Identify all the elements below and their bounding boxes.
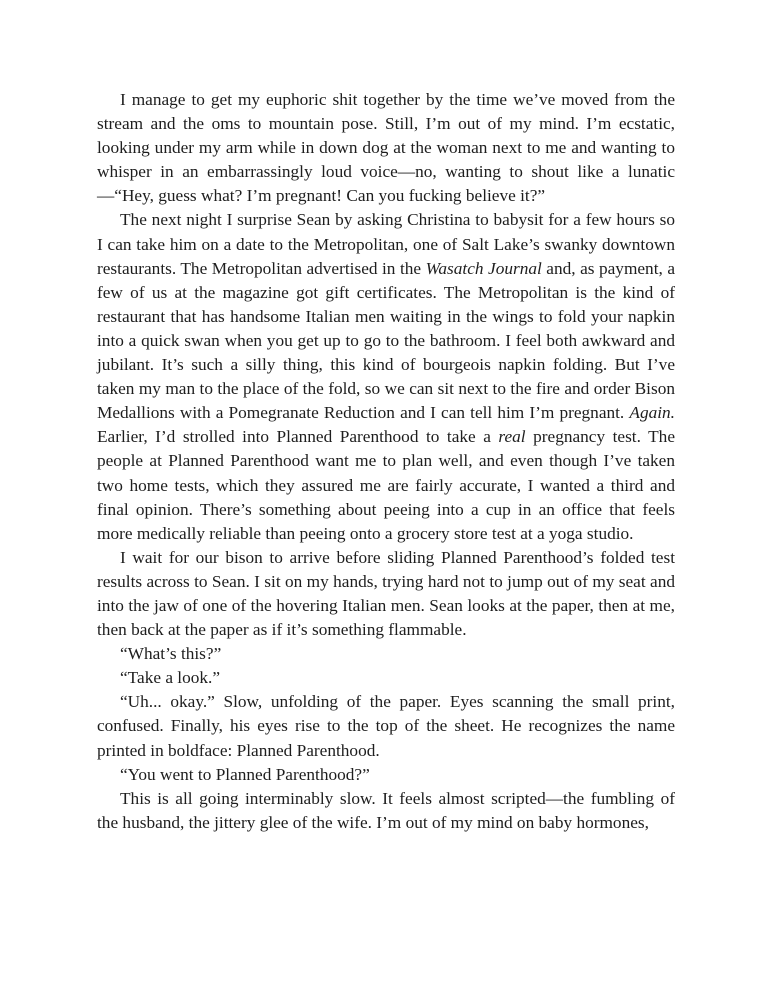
- paragraph: [97, 690, 675, 762]
- body-text: “You went to Planned Parenthood?”: [120, 764, 370, 784]
- body-text: I wait for our bison to arrive before sliding Planned Parenthood’s folded test results across to Sean. I sit on my hands, trying hard not to jump out of my seat and into the jaw of one of the hovering Italian men. Sean looks at the paper, then at me, then back at the paper as if it’s something flammable.: [97, 547, 675, 640]
- paragraph: [97, 666, 675, 690]
- body-text: Earlier, I’d strolled into Planned Parenthood to take a: [97, 427, 499, 447]
- paragraph: [97, 208, 675, 545]
- body-text: pregnancy test. The people at Planned Parenthood want me to plan well, and even though I’ve taken two home tests, which they assured me are fairly accurate, I wanted a third and final opinion. There’s something about peeing into a cup in an office that feels more medically reliable than peeing onto a grocery store test at a yoga studio.: [97, 427, 675, 543]
- page-body: [97, 88, 675, 835]
- body-text: “What’s this?”: [120, 644, 222, 664]
- italic-text: Wasatch Journal: [425, 258, 542, 278]
- paragraph: [97, 787, 675, 835]
- body-text: This is all going interminably slow. It feels almost scripted—the fumbling of the husband, the jittery glee of the wife. I’m out of my mind on baby hormones,: [97, 788, 675, 832]
- body-text: The next night I surprise Sean by asking Christina to babysit for a few hours so I can take him on a date to the Metropolitan, one of Salt Lake’s swanky downtown restaurants. The Metropolitan advertised in the: [97, 210, 675, 278]
- body-text: and, as payment, a few of us at the magazine got gift certificates. The Metropolitan is the kind of restaurant that has handsome Italian men waiting in the wings to fold your napkin into a quick swan when you get up to go to the bathroom. I feel both awkward and jubilant. It’s such a silly thing, this kind of bourgeois napkin folding. But I’ve taken my man to the place of the fold, so we can sit next to the fire and order Bison Medallions with a Pomegranate Reduction and I can tell him I’m pregnant.: [97, 258, 675, 423]
- body-text: I manage to get my euphoric shit together by the time we’ve moved from the stream and the oms to mountain pose. Still, I’m out of my mind. I’m ecstatic, looking under my arm while in down dog at the woman next to me and wanting to whisper in an embarrassingly loud voice—no, wanting to shout like a lunatic —“Hey, guess what? I’m pregnant! Can you fucking believe it?”: [97, 90, 675, 206]
- italic-text: real: [498, 427, 526, 447]
- paragraph: [97, 642, 675, 666]
- paragraph: [97, 546, 675, 642]
- paragraph: [97, 88, 675, 208]
- italic-text: Again.: [629, 403, 675, 423]
- body-text: “Take a look.”: [120, 668, 221, 688]
- paragraph: [97, 763, 675, 787]
- body-text: “Uh... okay.” Slow, unfolding of the paper. Eyes scanning the small print, confused. Finally, his eyes rise to the top of the sheet. He recognizes the name printed in boldface: Planned Parenthood.: [97, 692, 675, 760]
